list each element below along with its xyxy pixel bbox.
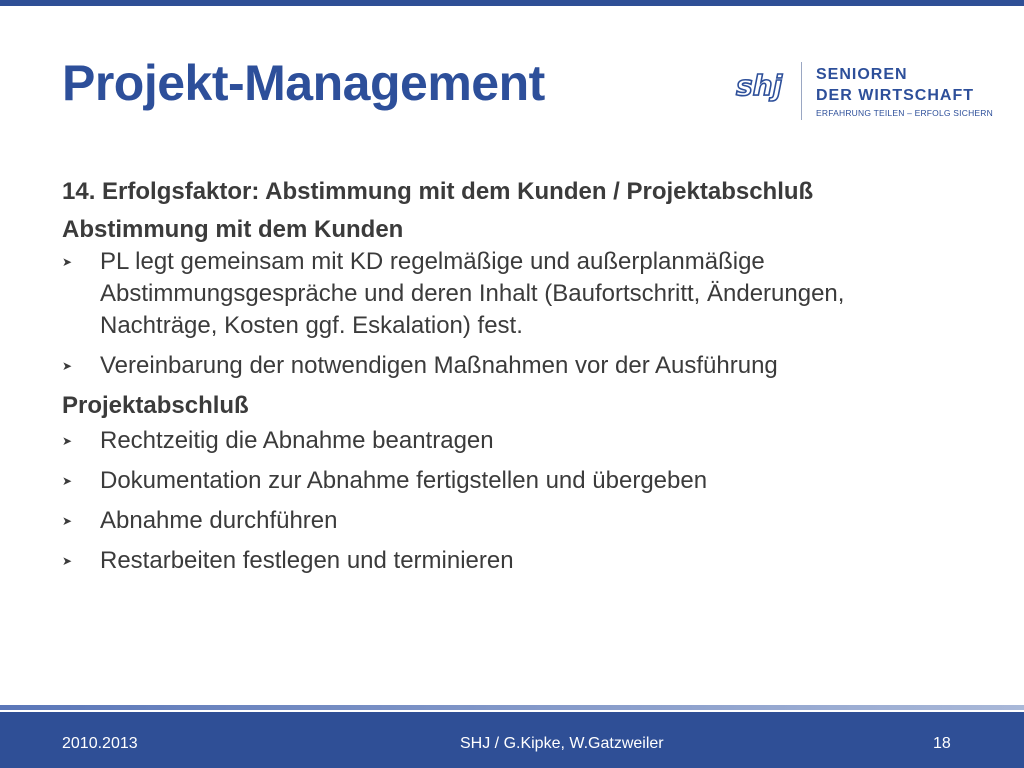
- section-heading-customer-alignment: Abstimmung mit dem Kunden: [62, 216, 404, 243]
- logo-text-line2: DER WIRTSCHAFT: [816, 87, 974, 104]
- list-item-text: Restarbeiten festlegen und terminieren: [100, 547, 514, 574]
- list-item-text: Abnahme durchführen: [100, 507, 338, 534]
- page-number: 18: [933, 735, 951, 752]
- list-item-text: Vereinbarung der notwendigen Maßnahmen vor der Ausführung: [100, 352, 778, 379]
- shj-logo-mark-icon: [734, 68, 792, 102]
- project-closure-list: [62, 425, 962, 577]
- logo-text-line1: SENIOREN: [816, 66, 908, 83]
- list-item: [62, 545, 962, 577]
- top-accent-bar: [0, 0, 1024, 6]
- chevron-right-icon: ➤: [62, 359, 73, 373]
- chevron-right-icon: ➤: [62, 434, 73, 448]
- slide-title: Projekt-Management: [62, 55, 545, 111]
- success-factor-heading: 14. Erfolgsfaktor: Abstimmung mit dem Kunden / Projektabschluß: [62, 178, 814, 205]
- list-item: [62, 350, 962, 382]
- svg-text:shj: shj: [736, 69, 783, 102]
- list-item-text: Rechtzeitig die Abnahme beantragen: [100, 427, 494, 454]
- chevron-right-icon: ➤: [62, 554, 73, 568]
- organization-logo: [734, 62, 993, 124]
- list-item: [62, 465, 962, 497]
- customer-alignment-list: [62, 246, 962, 382]
- logo-tagline: ERFAHRUNG TEILEN – ERFOLG SICHERN: [816, 108, 993, 118]
- list-item-text: PL legt gemeinsam mit KD regelmäßige und außerplanmäßige Abstimmungsgespräche und deren Inhalt (Baufortschritt, Änderungen, Nachträge, Kosten ggf. Eskalation) fest.: [100, 248, 845, 339]
- list-item: [62, 246, 962, 342]
- list-item-text: Dokumentation zur Abnahme fertigstellen und übergeben: [100, 467, 708, 494]
- section-heading-project-closure: Projektabschluß: [62, 392, 249, 419]
- list-item: [62, 425, 962, 457]
- footer-author: SHJ / G.Kipke, W.Gatzweiler: [460, 735, 664, 752]
- list-item: [62, 505, 962, 537]
- logo-divider: [801, 62, 802, 120]
- footer-accent-line: [0, 705, 1024, 710]
- chevron-right-icon: ➤: [62, 514, 73, 528]
- slide-footer: [0, 712, 1024, 768]
- footer-date: 2010.2013: [62, 735, 138, 752]
- chevron-right-icon: ➤: [62, 474, 73, 488]
- slide-content: [62, 176, 962, 585]
- chevron-right-icon: ➤: [62, 255, 73, 269]
